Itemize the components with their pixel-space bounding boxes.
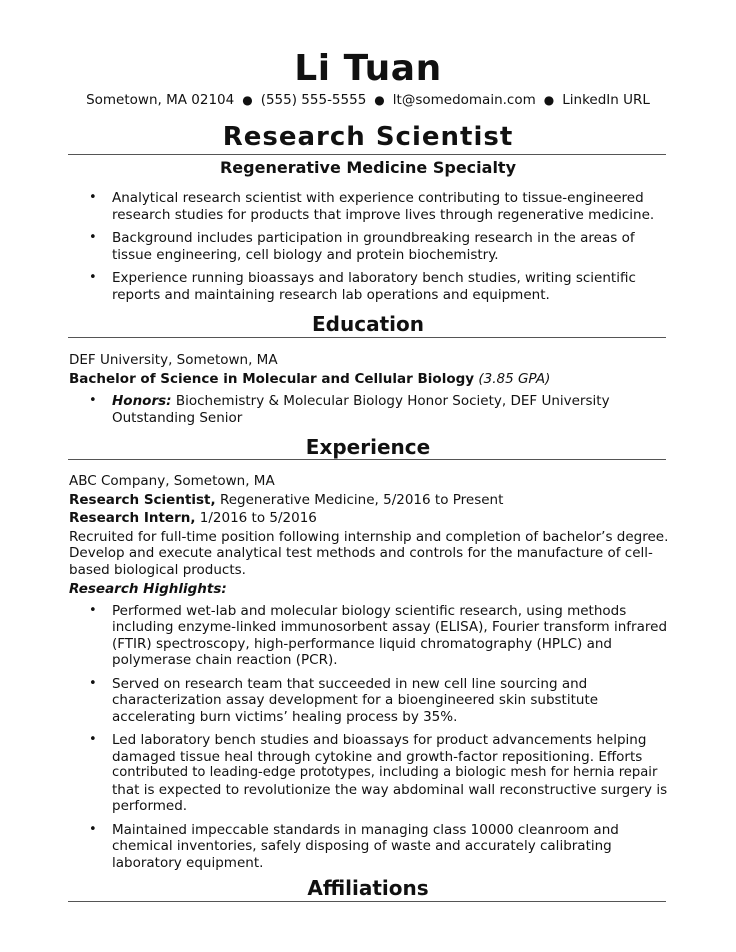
highlight-text: that is expected to revolutionize the way abdominal wall reconstructive surgery is (112, 781, 668, 798)
highlight-text: performed. (112, 798, 188, 814)
role-title: Research Intern, (69, 510, 196, 526)
summary-text: research studies for products that improve lives through regenerative medicine. (112, 206, 655, 223)
contact-phone: (555) 555-5555 (260, 92, 367, 108)
affiliations-heading: Affiliations (307, 876, 429, 900)
job-headline: Research Scientist (222, 122, 514, 152)
highlight-text: Served on research team that succeeded in new cell line sourcing and (112, 675, 588, 692)
honors-text: Biochemistry & Molecular Biology Honor Society, DEF University (175, 393, 610, 409)
summary-item (69, 270, 669, 303)
bullet-icon: • (89, 675, 97, 691)
education-heading: Education (312, 312, 424, 336)
highlight-text: Led laboratory bench studies and bioassays for product advancements helping (112, 732, 647, 748)
highlight-text: contributed to leading-edge prototypes, including a biologic mesh for hernia repair (112, 765, 658, 780)
description-text: Recruited for full-time position following internship and completion of bachelor’s degree. (69, 528, 669, 545)
role-line (69, 492, 669, 509)
role-line (69, 510, 669, 527)
highlight-text: polymerase chain reaction (PCR). (112, 652, 338, 668)
description-text: Develop and execute analytical test methods and controls for the manufacture of cell- (69, 545, 653, 561)
description-text: based biological products. (69, 561, 246, 578)
highlight-text: damaged tissue heal through cytokine and growth-factor repositioning. Efforts (112, 748, 643, 765)
summary-text: Experience running bioassays and laboratory bench studies, writing scientific (112, 270, 636, 286)
summary-item (69, 190, 669, 223)
role-detail: Regenerative Medicine, 5/2016 to Present (219, 491, 504, 508)
specialty-subheadline: Regenerative Medicine Specialty (219, 158, 517, 177)
degree-title: Bachelor of Science in Molecular and Cellular Biology (69, 370, 475, 387)
school-name: DEF University, Sometown, MA (69, 352, 278, 368)
divider-line (68, 337, 666, 338)
separator-dot: ● (374, 93, 385, 107)
separator-dot: ● (242, 93, 253, 107)
role-detail: 1/2016 to 5/2016 (199, 510, 317, 526)
company-name: ABC Company, Sometown, MA (69, 473, 275, 489)
summary-section (69, 190, 669, 310)
divider-line (68, 154, 666, 155)
bullet-icon: • (89, 230, 97, 245)
bullet-icon: • (89, 393, 97, 408)
bullet-icon: • (89, 732, 97, 747)
divider-line (68, 901, 666, 902)
highlight-item (69, 603, 669, 669)
bullet-icon: • (89, 821, 97, 837)
degree-line (69, 371, 669, 388)
highlight-text: accelerating burn victims’ healing process by 35%. (112, 708, 458, 725)
separator-dot: ● (543, 93, 555, 107)
summary-text: tissue engineering, cell biology and protein biochemistry. (112, 246, 499, 263)
bullet-icon: • (89, 190, 97, 205)
summary-text: reports and maintaining research lab operations and equipment. (112, 286, 550, 303)
experience-section (69, 473, 669, 878)
experience-heading: Experience (305, 435, 431, 459)
role-description (69, 529, 669, 579)
divider-line (68, 459, 666, 460)
honors-item (69, 393, 669, 426)
contact-email[interactable]: lt@somedomain.com (392, 92, 536, 108)
highlight-item (69, 732, 669, 815)
highlights-label: Research Highlights: (69, 581, 227, 597)
highlight-text: characterization assay development for a bioengineered skin substitute (112, 692, 599, 708)
highlight-text: including enzyme-linked immunosorbent assay (ELISA), Fourier transform infrared (112, 619, 668, 635)
honors-label: Honors: (112, 393, 172, 409)
contact-address: Sometown, MA 02104 (86, 92, 235, 108)
education-section (69, 352, 669, 426)
summary-item (69, 230, 669, 263)
highlight-text: Maintained impeccable standards in managing class 10000 cleanroom and (112, 821, 619, 838)
candidate-name: Li Tuan (294, 48, 442, 89)
highlight-text: Performed wet-lab and molecular biology scientific research, using methods (112, 602, 627, 619)
contact-linkedin[interactable]: LinkedIn URL (562, 92, 650, 108)
bullet-icon: • (89, 602, 97, 618)
gpa: (3.85 GPA) (478, 370, 551, 387)
summary-text: Analytical research scientist with experience contributing to tissue-engineered (112, 190, 644, 206)
highlight-text: laboratory equipment. (112, 854, 264, 871)
highlight-item (69, 676, 669, 726)
highlight-text: (FTIR) spectroscopy, high-performance liquid chromatography (HPLC) and (112, 635, 612, 652)
summary-text: Background includes participation in groundbreaking research in the areas of (112, 230, 635, 246)
highlight-item (69, 822, 669, 872)
role-title: Research Scientist, (69, 491, 216, 508)
highlight-text: chemical inventories, safely disposing of waste and accurately calibrating (112, 838, 612, 854)
bullet-icon: • (89, 270, 97, 285)
honors-text: Outstanding Senior (112, 409, 243, 426)
contact-line (0, 92, 736, 108)
